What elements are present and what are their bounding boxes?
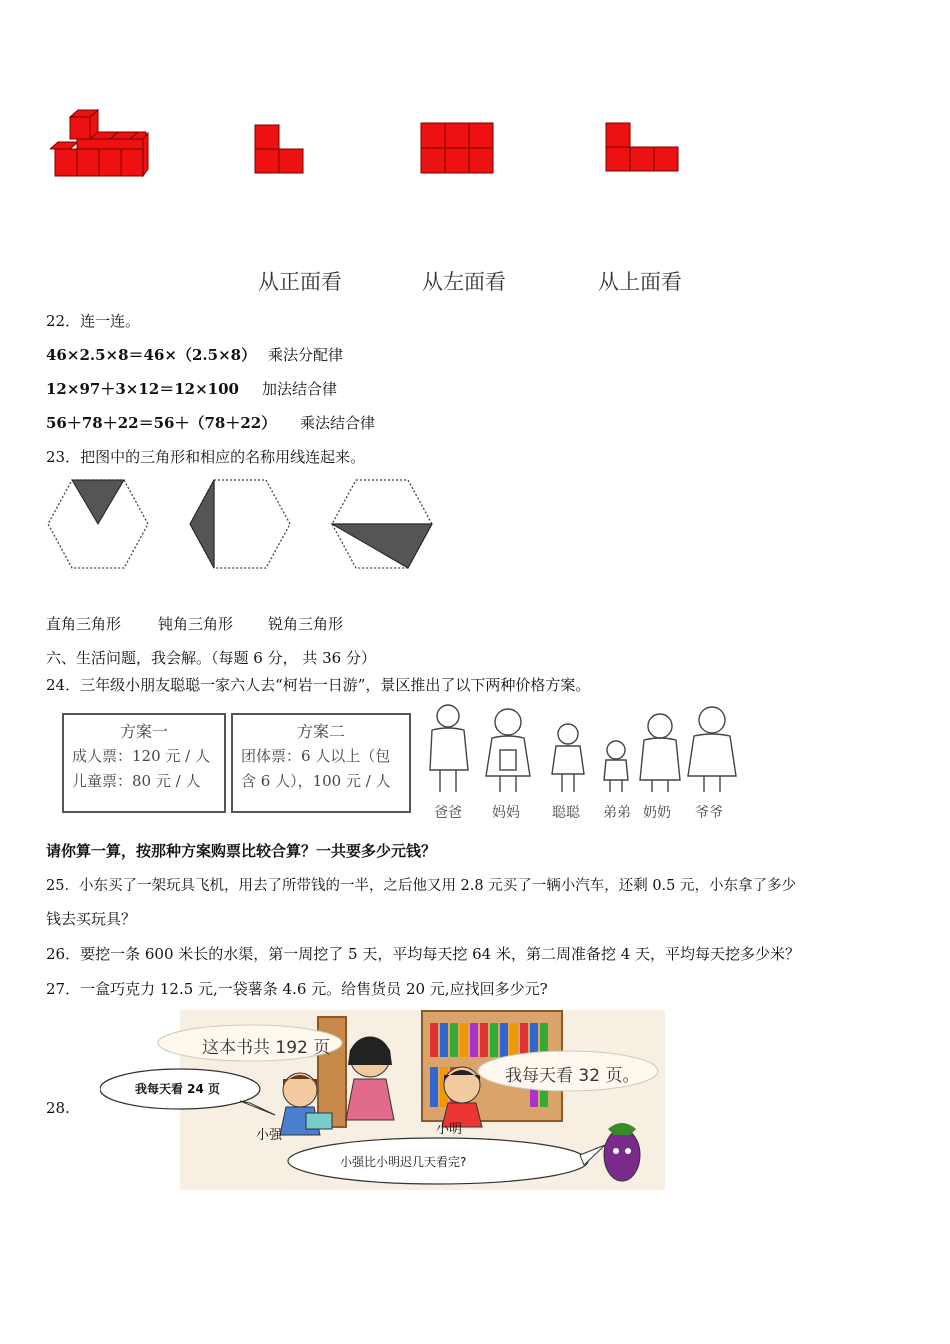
section6-title: 六、生活问题，我会解。（每题 6 分， 共 36 分） bbox=[46, 649, 376, 667]
family-label-mom: 妈妈 bbox=[492, 805, 520, 821]
name-xiaoqiang: 小强 bbox=[256, 1128, 283, 1143]
q23-name-right: 直角三角形 bbox=[46, 615, 122, 633]
q22-title: 22．连一连。 bbox=[46, 312, 141, 330]
top-view-figure bbox=[605, 122, 681, 176]
didi-figure bbox=[604, 741, 628, 792]
plan-one-box bbox=[62, 713, 226, 813]
congcong-figure bbox=[552, 724, 584, 792]
family-illustration bbox=[420, 700, 745, 800]
family-label-grandma: 奶奶 bbox=[643, 805, 671, 821]
hexagon-obtuse-triangle bbox=[330, 478, 434, 570]
hexagon-acute-triangle bbox=[46, 478, 150, 570]
family-label-dad: 爸爸 bbox=[434, 805, 462, 821]
q23-name-obtuse: 钝角三角形 bbox=[158, 615, 234, 633]
q22-expr-2: 12×97＋3×12＝12×100 bbox=[46, 380, 239, 398]
mom-figure bbox=[486, 709, 530, 792]
plan-two-line2: 含 6 人），100 元 / 人 bbox=[241, 772, 391, 790]
q22-law-2: 加法结合律 bbox=[262, 380, 338, 398]
plan-one-line1: 成人票：120 元 / 人 bbox=[72, 747, 210, 765]
view-label-left: 从左面看 bbox=[422, 270, 506, 294]
plan-two-line1: 团体票：6 人以上（包 bbox=[241, 747, 391, 765]
bubble-question-text: 小强比小明迟几天看完? bbox=[340, 1155, 467, 1169]
q22-expr-1: 46×2.5×8＝46×（2.5×8） bbox=[46, 346, 257, 364]
plan-one-title: 方案一 bbox=[119, 722, 168, 741]
family-label-congcong: 聪聪 bbox=[552, 805, 580, 821]
plan-two-title: 方案二 bbox=[296, 722, 345, 741]
family-label-didi: 弟弟 bbox=[603, 805, 631, 821]
view-label-front: 从正面看 bbox=[258, 270, 342, 294]
family-label-grandpa: 爷爷 bbox=[695, 805, 723, 821]
q23-name-acute: 锐角三角形 bbox=[268, 615, 344, 633]
q26-text: 26．要挖一条 600 米长的水渠，第一周挖了 5 天，平均每天挖 64 米，第二周准备挖 4 天，平均每天挖多少米？ bbox=[46, 945, 801, 963]
bubble-qiang-text: 我每天看 24 页 bbox=[135, 1082, 221, 1096]
q25-line1: 25．小东买了一架玩具飞机，用去了所带钱的一半，之后他又用 2.8 元买了一辆小汽车，还剩 0.5 元，小东拿了多少 bbox=[46, 878, 797, 894]
bubble-ming-text: 我每天看 32 页。 bbox=[505, 1066, 640, 1086]
q24-title: 24．三年级小朋友聪聪一家六人去“柯岩一日游”，景区推出了以下两种价格方案。 bbox=[46, 676, 591, 694]
q23-title: 23．把图中的三角形和相应的名称用线连起来。 bbox=[46, 448, 366, 466]
q22-law-3: 乘法结合律 bbox=[300, 414, 376, 432]
q24-question: 请你算一算，按那种方案购票比较合算？一共要多少元钱？ bbox=[46, 842, 437, 860]
q28-number: 28. bbox=[46, 1099, 70, 1117]
side-view-figure bbox=[254, 124, 306, 176]
bubble-book-text: 这本书共 192 页 bbox=[202, 1038, 331, 1058]
plan-one-line2: 儿童票：80 元 / 人 bbox=[72, 772, 201, 790]
q27-text: 27．一盒巧克力 12.5 元,一袋薯条 4.6 元。给售货员 20 元,应找回多少元? bbox=[46, 980, 548, 998]
q25-line2: 钱去买玩具？ bbox=[46, 910, 137, 928]
grandpa-figure bbox=[688, 707, 736, 792]
q22-expr-3: 56＋78＋22＝56＋（78＋22） bbox=[46, 414, 277, 432]
hexagon-right-triangle bbox=[188, 478, 292, 570]
plan-two-box bbox=[231, 713, 411, 813]
name-xiaoming: 小明 bbox=[436, 1122, 463, 1137]
front-view-figure bbox=[420, 122, 496, 176]
grandma-figure bbox=[640, 714, 680, 792]
dad-figure bbox=[430, 705, 468, 792]
solid-figure bbox=[50, 105, 155, 185]
q22-law-1: 乘法分配律 bbox=[268, 346, 344, 364]
view-label-top: 从上面看 bbox=[598, 270, 682, 294]
